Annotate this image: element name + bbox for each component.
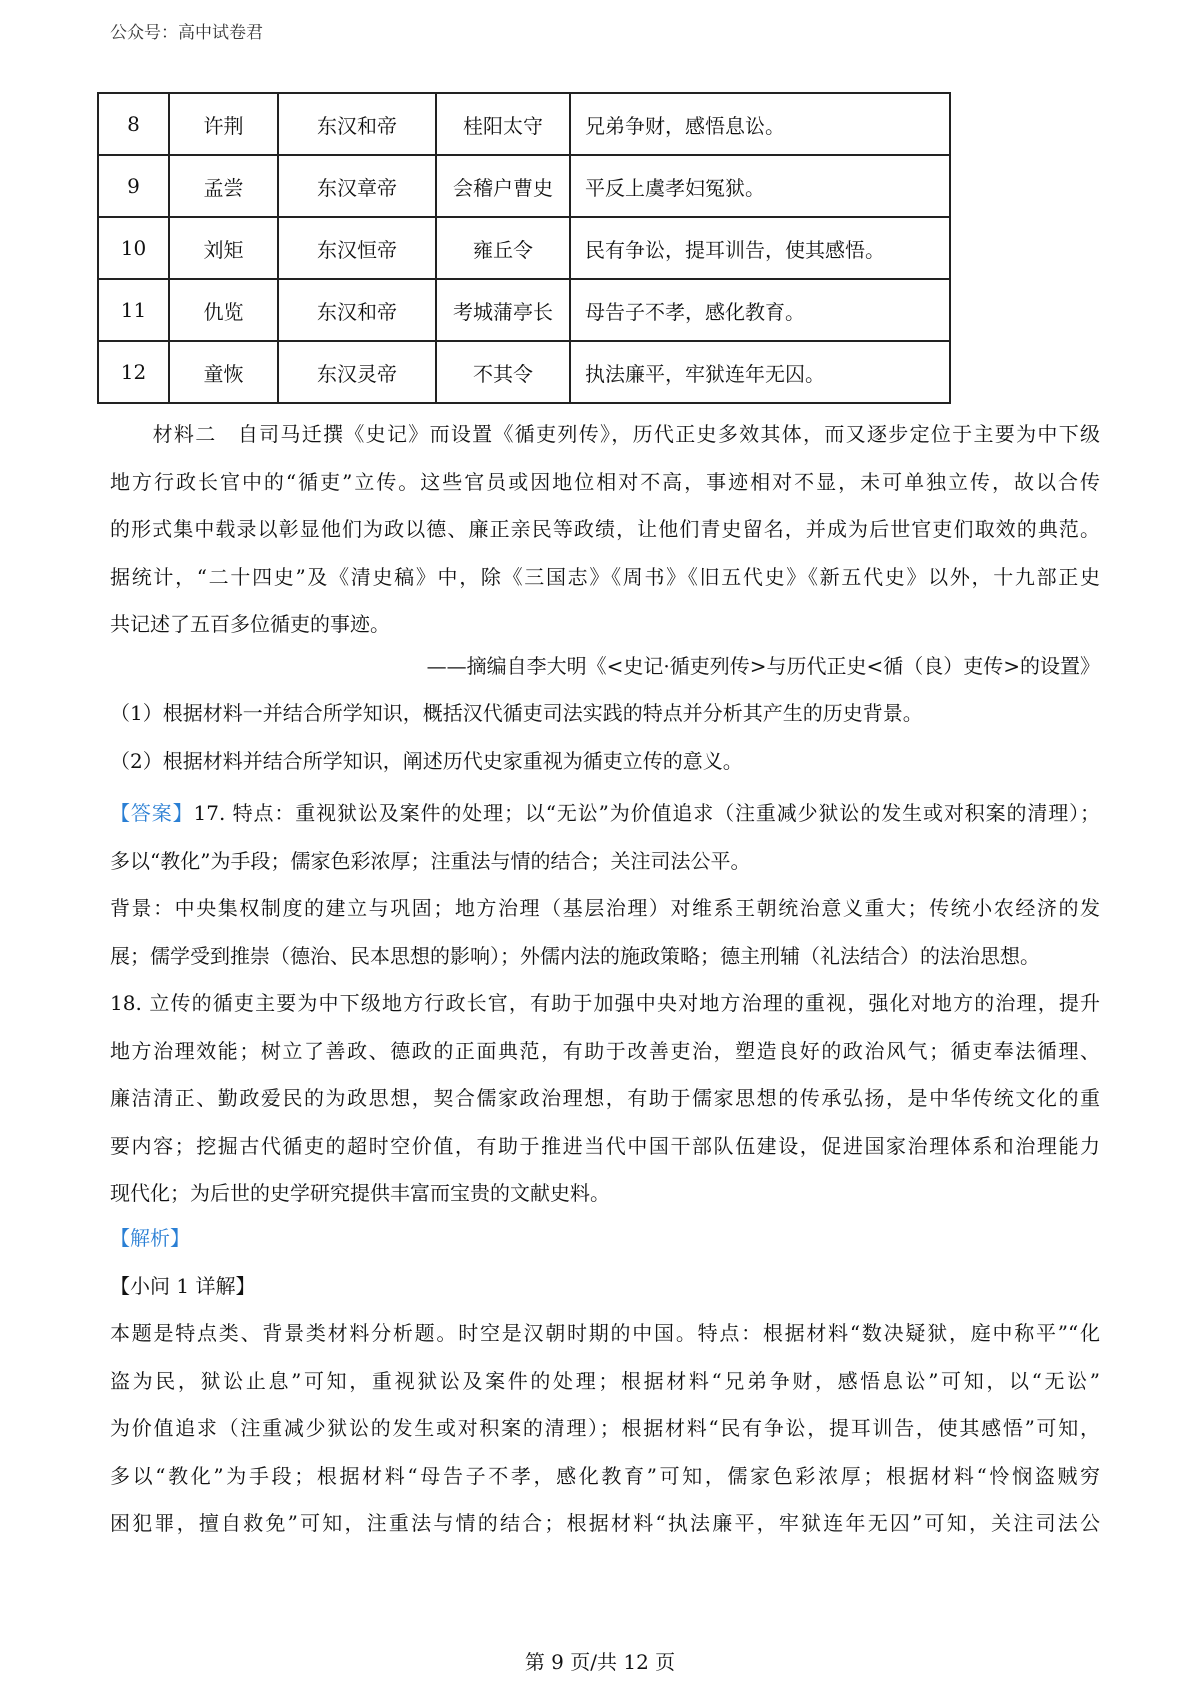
text-line [110,790,1100,838]
material-two [110,411,1100,649]
text-line: 材料二 自司马迁撰《史记》而设置《循吏列传》，历代正史多效其体，而又逐步定位于主要为中下级 [110,422,1100,446]
table-row [98,93,950,155]
table-cell: 会稽户曹史 [436,155,570,217]
table-cell: 11 [98,279,169,341]
answer-label: 【答案】 [110,801,194,825]
table-cell: 仇览 [169,279,278,341]
text-line: 的形式集中载录以彰显他们为政以德、廉正亲民等政绩，让他们青史留名，并成为后世官吏们取效的典范。 [110,517,1100,541]
table-cell: 东汉和帝 [278,93,436,155]
table-cell: 不其令 [436,341,570,403]
text-line: 盗为民，狱讼止息”可知，重视狱讼及案件的处理；根据材料“兄弟争财，感悟息讼”可知，以“无讼” [110,1368,1100,1393]
question-1: （1）根据材料一并结合所学知识，概括汉代循吏司法实践的特点并分析其产生的历史背景。 [110,701,923,725]
table-cell: 东汉和帝 [278,279,436,341]
answer-section [110,790,1100,1218]
table-row [98,217,950,279]
table-cell: 孟尝 [169,155,278,217]
table-cell: 桂阳太守 [436,93,570,155]
text-line: 18. 立传的循吏主要为中下级地方行政长官，有助于加强中央对地方治理的重视，强化对地方的治理，提升 [110,991,1100,1015]
table-cell: 许荆 [169,93,278,155]
table-cell: 考城蒲亭长 [436,279,570,341]
text-line: 背景：中央集权制度的建立与巩固；地方治理（基层治理）对维系王朝统治意义重大；传统小农经济的发 [110,896,1100,920]
text-line: 展；儒学受到推崇（德治、民本思想的影响）；外儒内法的施政策略；德主刑辅（礼法结合）的法治思想。 [110,943,1040,968]
text-line: 共记述了五百多位循吏的事迹。 [110,612,390,636]
table-cell: 10 [98,217,169,279]
table-cell: 执法廉平，牢狱连年无囚。 [570,341,950,403]
page-header: 公众号：高中试卷君 [110,23,263,43]
table-cell: 9 [98,155,169,217]
text-line: 多以“教化”为手段；根据材料“母告子不孝，感化教育”可知，儒家色彩浓厚；根据材料“怜悯盗贼穷 [110,1463,1100,1488]
analysis-label: 【解析】 [110,1226,190,1250]
table-cell: 童恢 [169,341,278,403]
questions [110,690,1100,785]
text-line: 要内容；挖掘古代循吏的超时空价值，有助于推进当代中国干部队伍建设，促进国家治理体系和治理能力 [110,1133,1100,1158]
question-2: （2）根据材料并结合所学知识，阐述历代史家重视为循吏立传的意义。 [110,748,743,773]
table-cell: 平反上虞孝妇冤狱。 [570,155,950,217]
table-row [98,155,950,217]
text-line: 为价值追求（注重减少狱讼的发生或对积案的清理）；根据材料“民有争讼，提耳训告，使其感悟”可知， [110,1416,1100,1440]
page-footer: 第 9 页/共 12 页 [524,1650,676,1674]
officials-table [97,92,951,404]
table-cell: 东汉恒帝 [278,217,436,279]
table-cell: 东汉章帝 [278,155,436,217]
text-line: 本题是特点类、背景类材料分析题。时空是汉朝时期的中国。特点：根据材料“数决疑狱，庭中称平”“化 [110,1321,1100,1345]
table-cell: 兄弟争财，感悟息讼。 [570,93,950,155]
table-cell: 母告子不孝，感化教育。 [570,279,950,341]
text-line: 困犯罪，擅自救免”可知，注重法与情的结合；根据材料“执法廉平，牢狱连年无囚”可知，关注司法公 [110,1511,1100,1535]
text-line: 廉洁清正、勤政爱民的为政思想，契合儒家政治理想，有助于儒家思想的传承弘扬，是中华传统文化的重 [110,1086,1100,1110]
answer-text: 17. 特点：重视狱讼及案件的处理；以“无讼”为价值追求（注重减少狱讼的发生或对积案的清理）； [193,801,1100,825]
text-line: 据统计，“二十四史”及《清史稿》中，除《三国志》《周书》《旧五代史》《新五代史》以外，十九部正史 [110,564,1100,589]
sub-question-1-label: 【小问 1 详解】 [110,1273,256,1298]
table-cell: 雍丘令 [436,217,570,279]
table-cell: 8 [98,93,169,155]
analysis-section [110,1215,1100,1548]
table-cell: 刘矩 [169,217,278,279]
table-cell: 民有争讼，提耳训告，使其感悟。 [570,217,950,279]
table-cell: 12 [98,341,169,403]
text-line: 地方治理效能；树立了善政、德政的正面典范，有助于改善吏治，塑造良好的政治风气；循吏奉法循理、 [110,1038,1100,1063]
text-line: 多以“教化”为手段；儒家色彩浓厚；注重法与情的结合；关注司法公平。 [110,848,751,873]
table-row [98,279,950,341]
table-cell: 东汉灵帝 [278,341,436,403]
text-line: 地方行政长官中的“循吏”立传。这些官员或因地位相对不高，事迹相对不显，未可单独立传，故以合传 [110,469,1100,494]
source-citation: ——摘编自李大明《<史记·循吏列传>与历代正史<循（良）吏传>的设置》 [426,654,1100,678]
text-line: 现代化；为后世的史学研究提供丰富而宝贵的文献史料。 [110,1181,610,1205]
table-row [98,341,950,403]
